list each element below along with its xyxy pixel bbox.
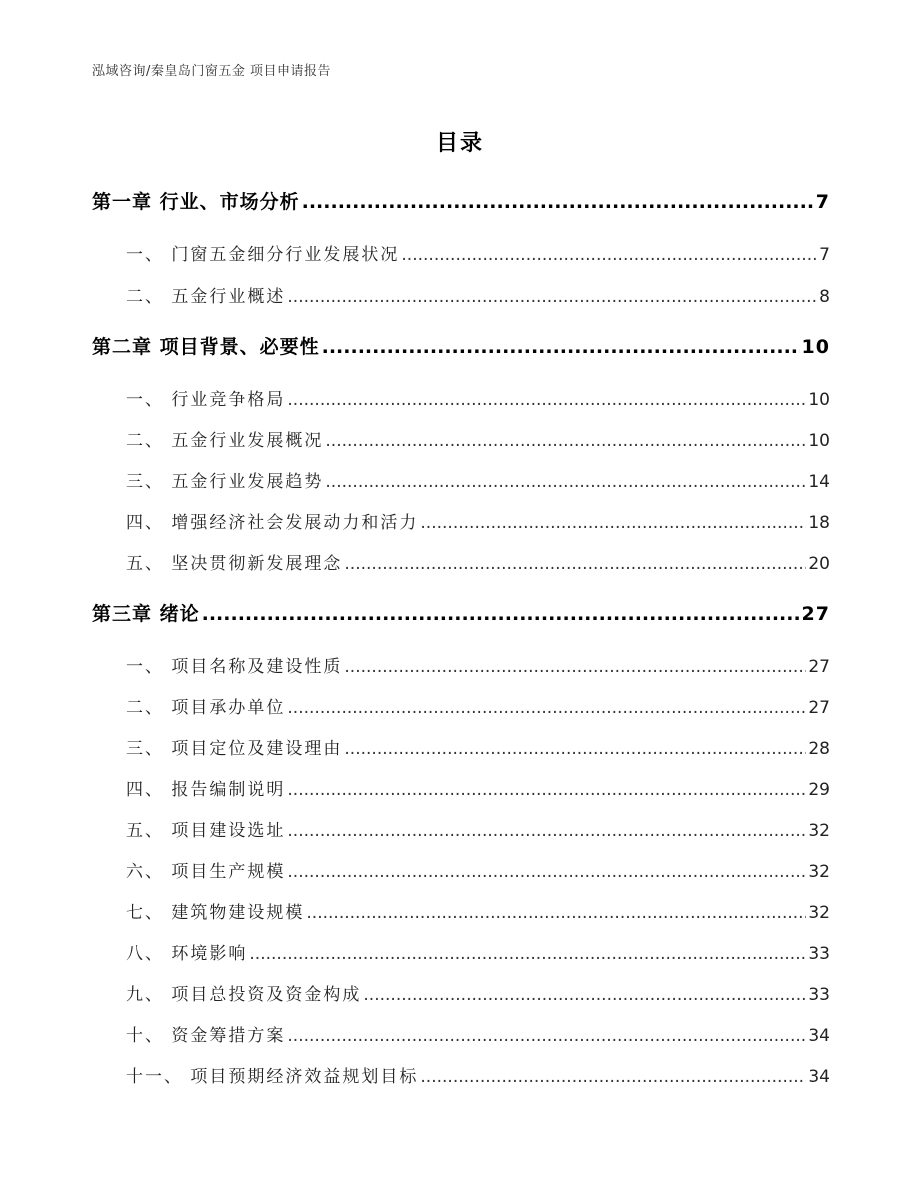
toc-page-number: 34	[808, 1026, 830, 1046]
toc-page-number: 10	[801, 336, 830, 358]
toc-page-number: 7	[815, 191, 830, 213]
toc-chapter-entry[interactable]	[92, 599, 830, 626]
toc-entry-label: 六、 项目生产规模	[126, 862, 286, 882]
dot-leader	[287, 1026, 806, 1046]
dot-leader	[287, 698, 806, 718]
toc-entry-label: 十、 资金筹措方案	[126, 1026, 286, 1046]
running-header: 泓域咨询/秦皇岛门窗五金 项目申请报告	[92, 64, 332, 79]
dot-leader	[420, 1067, 806, 1087]
dot-leader	[322, 336, 800, 358]
toc-page-number: 8	[819, 287, 830, 307]
toc-section-entry[interactable]	[92, 734, 830, 759]
toc-section-entry[interactable]	[92, 282, 830, 307]
toc-entry-label: 五、 项目建设选址	[126, 821, 286, 841]
dot-leader	[306, 903, 806, 923]
toc-section-entry[interactable]	[92, 693, 830, 718]
toc-entry-label: 二、 项目承办单位	[126, 698, 286, 718]
toc-section-entry[interactable]	[92, 467, 830, 492]
dot-leader	[344, 739, 806, 759]
toc-entry-label: 二、 五金行业概述	[126, 287, 286, 307]
toc-section-entry[interactable]	[92, 898, 830, 923]
toc-page-number: 33	[808, 985, 830, 1005]
toc-section-entry[interactable]	[92, 857, 830, 882]
toc-section-entry[interactable]	[92, 775, 830, 800]
toc-entry-label: 第一章 行业、市场分析	[92, 191, 300, 213]
toc-entry-label: 八、 环境影响	[126, 944, 248, 964]
toc-entry-label: 第二章 项目背景、必要性	[92, 336, 320, 358]
toc-section-entry[interactable]	[92, 980, 830, 1005]
dot-leader	[363, 985, 806, 1005]
dot-leader	[344, 657, 806, 677]
toc-entry-label: 二、 五金行业发展概况	[126, 431, 324, 451]
dot-leader	[287, 287, 817, 307]
toc-chapter-entry[interactable]	[92, 187, 830, 214]
toc-entry-label: 七、 建筑物建设规模	[126, 903, 305, 923]
dot-leader	[420, 513, 806, 533]
toc-section-entry[interactable]	[92, 652, 830, 677]
dot-leader	[325, 431, 806, 451]
toc-section-entry[interactable]	[92, 1062, 830, 1087]
toc-entry-label: 四、 报告编制说明	[126, 780, 286, 800]
toc-entry-label: 一、 行业竞争格局	[126, 390, 286, 410]
dot-leader	[401, 245, 817, 265]
toc-page-number: 18	[808, 513, 830, 533]
dot-leader	[287, 862, 806, 882]
toc-chapter-entry[interactable]	[92, 332, 830, 359]
toc-page-number: 32	[808, 903, 830, 923]
toc-page-number: 10	[808, 390, 830, 410]
toc-page-number: 32	[808, 821, 830, 841]
toc-entry-label: 九、 项目总投资及资金构成	[126, 985, 362, 1005]
toc-page-number: 7	[819, 245, 830, 265]
toc-page-number: 27	[808, 698, 830, 718]
toc-entry-label: 第三章 绪论	[92, 603, 200, 625]
toc-page-number: 33	[808, 944, 830, 964]
toc-title: 目录	[435, 131, 484, 156]
toc-page-number: 14	[808, 472, 830, 492]
toc-section-entry[interactable]	[92, 508, 830, 533]
toc-page-number: 27	[808, 657, 830, 677]
dot-leader	[287, 390, 806, 410]
dot-leader	[302, 191, 814, 213]
toc-entry-label: 四、 增强经济社会发展动力和活力	[126, 513, 419, 533]
toc-section-entry[interactable]	[92, 1021, 830, 1046]
toc-section-entry[interactable]	[92, 426, 830, 451]
dot-leader	[325, 472, 806, 492]
toc-section-entry[interactable]	[92, 385, 830, 410]
dot-leader	[287, 780, 806, 800]
toc-page-number: 27	[801, 603, 830, 625]
toc-page-number: 20	[808, 554, 830, 574]
toc-entry-label: 十一、 项目预期经济效益规划目标	[126, 1067, 419, 1087]
dot-leader	[202, 603, 800, 625]
toc-page-number: 29	[808, 780, 830, 800]
toc-page-number: 34	[808, 1067, 830, 1087]
dot-leader	[287, 821, 806, 841]
toc-entry-label: 五、 坚决贯彻新发展理念	[126, 554, 343, 574]
toc-section-entry[interactable]	[92, 549, 830, 574]
dot-leader	[344, 554, 806, 574]
toc-page-number: 10	[808, 431, 830, 451]
toc-section-entry[interactable]	[92, 816, 830, 841]
toc-entry-label: 三、 项目定位及建设理由	[126, 739, 343, 759]
toc-section-entry[interactable]	[92, 240, 830, 265]
toc-entry-label: 一、 项目名称及建设性质	[126, 657, 343, 677]
toc-page-number: 28	[808, 739, 830, 759]
toc-section-entry[interactable]	[92, 939, 830, 964]
dot-leader	[249, 944, 806, 964]
toc-page-number: 32	[808, 862, 830, 882]
toc-entry-label: 三、 五金行业发展趋势	[126, 472, 324, 492]
toc-entry-label: 一、 门窗五金细分行业发展状况	[126, 245, 400, 265]
